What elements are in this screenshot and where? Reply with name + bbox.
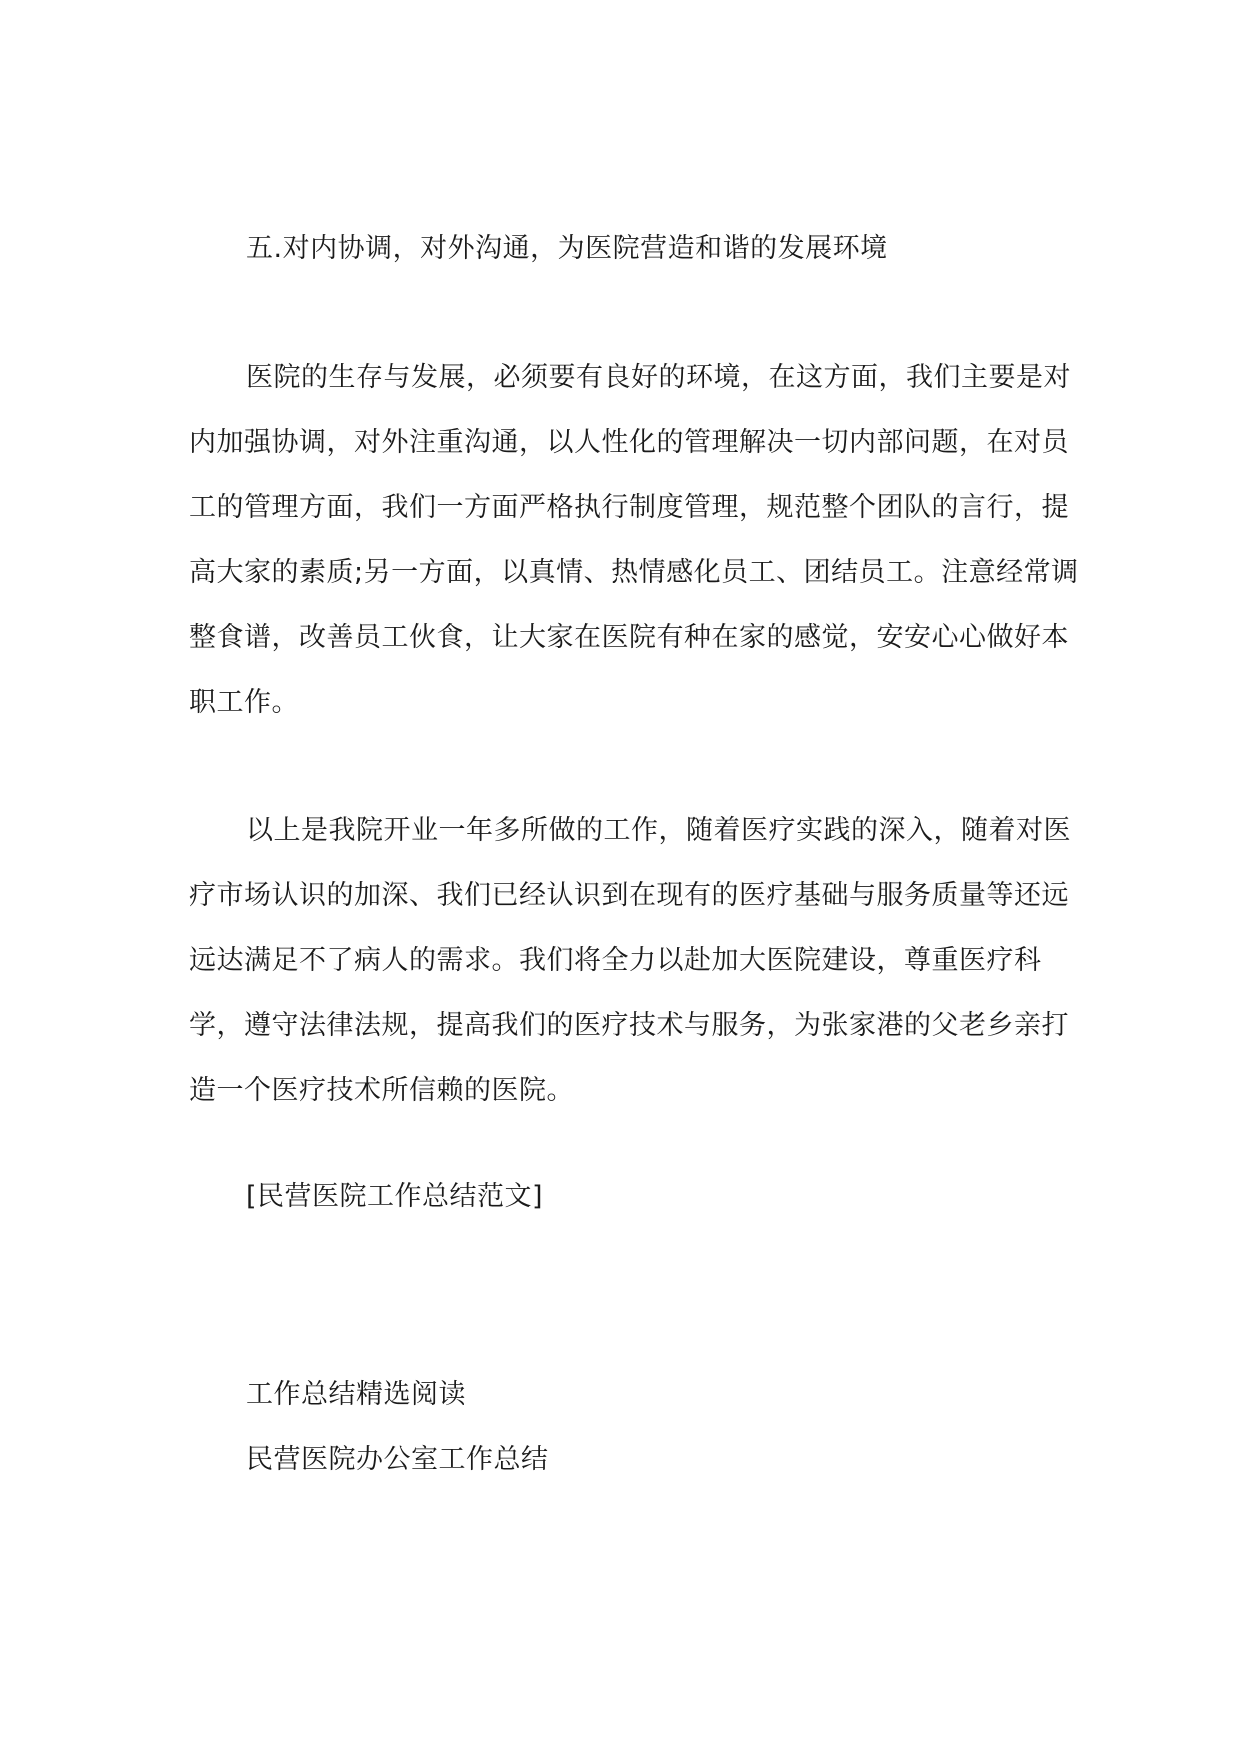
paragraph-text: 以上是我院开业一年多所做的工作，随着医疗实践的深入，随着对医疗市场认识的加深、我们已经认识到在现有的医疗基础与服务质量等还远远达满足不了病人的需求。我们将全力以赴加大医院建设，尊重医疗科学，遵守法律法规，提高我们的医疗技术与服务，为张家港的父老乡亲打造一个医疗技术所信赖的医院。 [189,815,1071,1106]
paragraph-text: 医院的生存与发展，必须要有良好的环境，在这方面，我们主要是对内加强协调，对外注重沟通，以人性化的管理解决一切内部问题，在对员工的管理方面，我们一方面严格执行制度管理，规范整个团队的言行，提高大家的素质;另一方面，以真情、热情感化员工、团结员工。注意经常调整食谱，改善员工伙食，让大家在医院有种在家的感觉，安安心心做好本职工作。 [189,362,1079,718]
related-link[interactable]: 民营医院办公室工作总结 [246,1444,549,1475]
paragraph-summary [189,798,1084,1123]
paragraph-environment [189,345,1084,735]
bracket-title: [民营医院工作总结范文] [246,1181,544,1212]
related-heading: 工作总结精选阅读 [246,1379,466,1410]
section-heading: 五.对内协调，对外沟通，为医院营造和谐的发展环境 [246,233,888,264]
